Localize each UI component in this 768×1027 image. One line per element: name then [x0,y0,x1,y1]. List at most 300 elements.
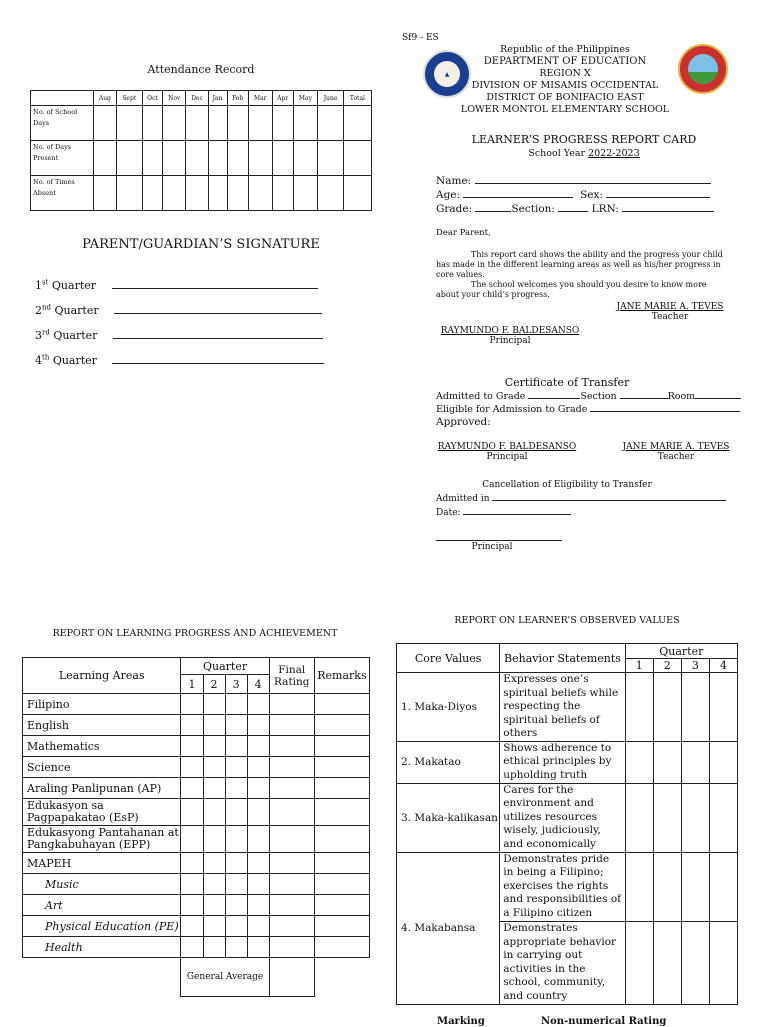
admitted-in-row [436,492,726,506]
division-text: DIVISION OF MISAMIS OCCIDENTAL [471,80,659,91]
values-quarter-number: 4 [709,659,737,673]
rating-cell[interactable] [709,741,737,783]
month-header: June [318,91,344,106]
date-field[interactable] [463,506,571,515]
final-rating-cell[interactable] [269,799,314,826]
grade-cell[interactable] [203,757,225,778]
date-row [436,506,726,520]
attendance-cell[interactable] [272,106,293,141]
final-rating-cell[interactable] [269,715,314,736]
attendance-cell[interactable] [293,176,318,211]
behavior-statement: Demonstrates appropriate behavior in carrying out activities in the school, community, and country [500,921,625,1004]
mapeh-sub-area: Art [23,895,181,916]
grade-cell[interactable] [247,916,269,937]
rating-cell[interactable] [653,921,681,1004]
grade-cell[interactable] [225,937,247,958]
table-row [23,694,370,715]
attendance-cell[interactable] [163,141,186,176]
grade-cell[interactable] [181,853,203,874]
remarks-cell[interactable] [314,694,369,715]
grade-cell[interactable] [203,694,225,715]
attendance-cell[interactable] [293,106,318,141]
rating-cell[interactable] [709,783,737,852]
seal-inner: ▲ [434,61,460,87]
rating-cell[interactable] [709,673,737,742]
quarter-number-header: 4 [247,675,269,694]
grade-cell[interactable] [203,799,225,826]
eligible-field[interactable] [590,403,740,412]
attendance-cell[interactable] [272,176,293,211]
attendance-cell[interactable] [163,176,186,211]
grade-cell[interactable] [181,826,203,853]
grade-cell[interactable] [247,874,269,895]
table-row [23,937,370,958]
attendance-row [31,176,372,211]
month-header: Jan [208,91,227,106]
republic-text: Republic of the Philippines [500,44,630,55]
transfer-teacher-name: JANE MARIE A. TEVES [622,442,730,452]
month-header: Total [343,91,371,106]
remarks-cell[interactable] [314,874,369,895]
sex-label: Sex: [580,189,607,201]
principal-title: Principal [489,336,531,346]
attendance-cell[interactable] [208,141,227,176]
rating-cell[interactable] [681,741,709,783]
school-header [460,44,670,116]
attendance-cell[interactable] [227,176,248,211]
name-field[interactable] [475,174,711,184]
signature-line[interactable] [114,303,322,314]
attendance-cell[interactable] [94,176,117,211]
final-rating-cell[interactable] [269,853,314,874]
quarter-number: 4 [35,354,42,367]
principal-name: RAYMUNDO F. BALDESANSO [440,326,580,336]
grade-cell[interactable] [247,937,269,958]
grade-cell[interactable] [181,799,203,826]
learning-title: REPORT ON LEARNING PROGRESS AND ACHIEVEMENT [52,628,338,639]
remarks-cell[interactable] [314,853,369,874]
general-average-label: General Average [181,958,269,997]
attendance-cell[interactable] [318,106,344,141]
attendance-cell[interactable] [142,176,162,211]
attendance-cell[interactable] [116,106,142,141]
attendance-corner-cell [31,91,94,106]
final-rating-header: Final Rating [269,658,314,694]
table-row [23,874,370,895]
table-row [397,852,738,921]
attendance-cell[interactable] [186,176,208,211]
remarks-cell[interactable] [314,916,369,937]
grade-cell[interactable] [181,895,203,916]
section-label: Section: [511,203,559,215]
learning-area: Edukasyong Pantahanan at Pangkabuhayan (EPP) [23,826,181,853]
attendance-row-label: No. of School Days [31,106,94,141]
school-year-value: 2022-2023 [588,148,640,159]
quarter-signature-line [35,303,322,317]
values-quarter-number: 2 [653,659,681,673]
table-row [23,778,370,799]
grade-cell[interactable] [181,778,203,799]
attendance-cell[interactable] [142,141,162,176]
school-name: LOWER MONTOL ELEMENTARY SCHOOL [460,104,670,115]
attendance-cell[interactable] [142,106,162,141]
attendance-cell[interactable] [248,176,272,211]
quarter-suffix: st [42,278,49,287]
transfer-section-field[interactable] [620,390,668,399]
learning-area: Science [23,757,181,778]
cancellation-signature-line[interactable] [436,531,562,541]
attendance-cell[interactable] [227,141,248,176]
letter-paragraph-1: This report card shows the ability and the progress your child has made in the different learning areas as well as his/her progress in core values. [436,250,723,279]
month-header: Mar [248,91,272,106]
quarter-signature-line [35,278,318,292]
table-row [23,736,370,757]
table-row [23,757,370,778]
transfer-principal-title: Principal [486,452,528,462]
grade-cell[interactable] [247,853,269,874]
room-label: Room [667,391,696,402]
learning-area: Edukasyon sa Pagpapakatao (EsP) [23,799,181,826]
attendance-cell[interactable] [186,141,208,176]
grade-cell[interactable] [247,757,269,778]
quarter-signature-line [35,353,324,367]
attendance-row-label: No. of Times Absent [31,176,94,211]
division-seal-logo [678,44,728,94]
mapeh-sub-area: Music [23,874,181,895]
teacher-name: JANE MARIE A. TEVES [616,302,724,312]
grade-cell[interactable] [203,778,225,799]
table-row [23,715,370,736]
grade-cell[interactable] [225,757,247,778]
grade-cell[interactable] [225,826,247,853]
table-row [397,741,738,783]
admitted-grade-label: Admitted to Grade [436,391,529,402]
quarter-number-header: 1 [181,675,203,694]
name-row [436,174,714,188]
quarter-number: 1 [35,279,42,292]
quarter-number: 2 [35,304,42,317]
quarter-suffix: rd [42,328,50,337]
grade-cell[interactable] [225,778,247,799]
rating-cell[interactable] [681,673,709,742]
values-title: REPORT ON LEARNER’S OBSERVED VALUES [454,615,680,626]
values-table [396,643,738,1005]
final-rating-cell[interactable] [269,874,314,895]
rating-cell[interactable] [709,921,737,1004]
grade-cell[interactable] [225,715,247,736]
month-header: May [293,91,318,106]
quarter-label: Quarter [52,354,97,367]
grade-cell[interactable] [181,874,203,895]
admitted-in-field[interactable] [492,492,726,501]
remarks-cell[interactable] [314,757,369,778]
rating-cell[interactable] [653,673,681,742]
behavior-statement: Expresses one’s spiritual beliefs while respecting the spiritual beliefs of others [500,673,625,742]
core-value: 3. Maka-kalikasan [397,783,500,852]
age-field[interactable] [463,188,573,198]
rating-cell[interactable] [681,783,709,852]
final-rating-cell[interactable] [269,895,314,916]
attendance-cell[interactable] [208,106,227,141]
grade-cell[interactable] [247,694,269,715]
school-year [434,148,734,159]
learning-header-row [23,658,370,675]
grade-cell[interactable] [225,895,247,916]
grade-cell[interactable] [203,916,225,937]
core-value: 4. Makabansa [397,852,500,1004]
attendance-cell[interactable] [343,141,371,176]
attendance-cell[interactable] [116,176,142,211]
attendance-cell[interactable] [248,141,272,176]
quarter-label: Quarter [54,304,99,317]
age-sex-row [436,188,714,202]
non-numerical-rating-header: Non-numerical Rating [541,1016,667,1027]
values-header-row [397,644,738,659]
table-row [397,673,738,742]
learning-area: English [23,715,181,736]
grade-cell[interactable] [203,853,225,874]
month-header: Dec [186,91,208,106]
attendance-cell[interactable] [272,141,293,176]
learner-info [436,174,714,216]
quarter-number-header: 3 [225,675,247,694]
grade-cell[interactable] [203,736,225,757]
remarks-cell[interactable] [314,736,369,757]
attendance-cell[interactable] [227,106,248,141]
grade-cell[interactable] [203,937,225,958]
grade-cell[interactable] [181,736,203,757]
rating-cell[interactable] [681,921,709,1004]
grade-cell[interactable] [247,826,269,853]
transfer-principal-name: RAYMUNDO F. BALDESANSO [437,442,577,452]
rating-cell[interactable] [625,852,653,921]
mapeh-sub-area: Physical Education (PE) [23,916,181,937]
final-rating-cell[interactable] [269,736,314,757]
attendance-table [30,90,372,211]
eligible-row [436,403,741,416]
grade-cell[interactable] [181,916,203,937]
learning-area: Filipino [23,694,181,715]
attendance-cell[interactable] [94,106,117,141]
attendance-cell[interactable] [318,176,344,211]
mapeh-sub-area: Health [23,937,181,958]
grade-label: Grade: [436,203,476,215]
final-rating-cell[interactable] [269,916,314,937]
name-label: Name: [436,175,475,187]
admitted-grade-field[interactable] [528,390,580,399]
approved-label: Approved: [436,416,491,428]
teacher-title: Teacher [651,312,689,322]
attendance-cell[interactable] [293,141,318,176]
rating-cell[interactable] [653,783,681,852]
grade-cell[interactable] [203,715,225,736]
rating-cell[interactable] [625,783,653,852]
attendance-cell[interactable] [186,106,208,141]
rating-cell[interactable] [709,852,737,921]
grade-cell[interactable] [247,736,269,757]
table-row [23,895,370,916]
dear-parent: Dear Parent, [436,228,491,238]
behavior-statement: Demonstrates pride in being a Filipino; exercises the rights and responsibilities of a Filipino citizen [500,852,625,921]
grade-cell[interactable] [247,799,269,826]
learning-area: Araling Panlipunan (AP) [23,778,181,799]
principal-signature [436,326,584,346]
seal-inner-landscape [688,54,718,84]
quarter-suffix: nd [42,303,51,312]
remarks-header: Remarks [314,658,369,694]
core-values-header: Core Values [397,644,500,673]
attendance-cell[interactable] [116,141,142,176]
month-header: Sept [116,91,142,106]
transfer-fields [436,390,741,429]
grade-cell[interactable] [225,736,247,757]
remarks-cell[interactable] [314,799,369,826]
grade-cell[interactable] [225,916,247,937]
attendance-cell[interactable] [163,106,186,141]
month-header: Oct [142,91,162,106]
form-code: Sf9 - ES [402,33,439,43]
behavior-statement: Shows adherence to ethical principles by upholding truth [500,741,625,783]
behavior-statements-header: Behavior Statements [500,644,625,673]
grade-cell[interactable] [203,895,225,916]
attendance-cell[interactable] [94,141,117,176]
rating-cell[interactable] [653,741,681,783]
lrn-label: LRN: [591,203,623,215]
quarter-label: Quarter [53,329,98,342]
lrn-field[interactable] [622,202,714,212]
signature-line[interactable] [113,328,323,339]
region-text: REGION X [539,68,591,79]
signature-line[interactable] [112,353,324,364]
grade-cell[interactable] [181,694,203,715]
values-quarter-number: 3 [681,659,709,673]
values-quarter-number: 1 [625,659,653,673]
behavior-statement: Cares for the environment and utilizes resources wisely, judiciously, and economically [500,783,625,852]
rating-cell[interactable] [625,673,653,742]
quarter-signature-line [35,328,323,342]
department-text: DEPARTMENT OF EDUCATION [483,56,647,67]
quarter-header: Quarter [181,658,269,675]
final-rating-cell[interactable] [269,826,314,853]
core-value: 1. Maka-Diyos [397,673,500,742]
letter-paragraph-2: The school welcomes you should you desire to know more about your child’s progress. [436,280,707,299]
rating-cell[interactable] [681,852,709,921]
learning-areas-header: Learning Areas [23,658,181,694]
report-card-title: LEARNER’S PROGRESS REPORT CARD [471,133,697,146]
school-year-label: School Year [528,148,589,159]
transfer-teacher-signature [618,442,734,462]
admitted-in-label: Admitted in [436,494,493,504]
remarks-cell[interactable] [314,715,369,736]
attendance-cell[interactable] [343,106,371,141]
grade-row [436,202,714,216]
remarks-cell[interactable] [314,895,369,916]
transfer-teacher-title: Teacher [657,452,695,462]
month-header: Aug [94,91,117,106]
learning-table [22,657,370,997]
cancellation-fields [436,492,726,520]
remarks-cell[interactable] [314,937,369,958]
district-text: DISTRICT OF BONIFACIO EAST [486,92,644,103]
values-quarter-header: Quarter [625,644,737,659]
grade-cell[interactable] [225,694,247,715]
remarks-cell[interactable] [314,778,369,799]
grade-cell[interactable] [203,826,225,853]
cancellation-principal-title: Principal [471,542,513,552]
grade-field[interactable] [475,202,511,212]
grade-cell[interactable] [225,874,247,895]
remarks-cell[interactable] [314,826,369,853]
month-header: Nov [163,91,186,106]
general-average-row [23,958,370,997]
section-field[interactable] [558,202,588,212]
general-average-cell[interactable] [269,958,314,997]
grade-cell[interactable] [247,895,269,916]
final-rating-cell[interactable] [269,757,314,778]
grade-cell[interactable] [181,937,203,958]
attendance-row [31,106,372,141]
sex-field[interactable] [606,188,710,198]
quarter-number-header: 2 [203,675,225,694]
rating-cell[interactable] [625,921,653,1004]
grade-cell[interactable] [203,874,225,895]
grade-cell[interactable] [225,853,247,874]
final-rating-cell[interactable] [269,778,314,799]
learning-area: MAPEH [23,853,181,874]
table-row [397,783,738,852]
core-value: 2. Makatao [397,741,500,783]
rating-cell[interactable] [625,741,653,783]
attendance-cell[interactable] [318,141,344,176]
attendance-header-row [31,91,372,106]
table-row [23,826,370,853]
cancellation-title: Cancellation of Eligibility to Transfer [482,480,652,490]
marking-header: Marking [437,1016,485,1027]
transfer-title: Certificate of Transfer [504,376,630,389]
quarter-suffix: th [42,353,50,362]
learning-area: Mathematics [23,736,181,757]
final-rating-cell[interactable] [269,694,314,715]
signature-line[interactable] [112,278,318,289]
admitted-grade-row [436,390,741,403]
final-rating-cell[interactable] [269,937,314,958]
quarter-label: Quarter [51,279,97,292]
teacher-signature [606,302,734,322]
date-label: Date: [436,508,464,518]
attendance-row-label: No. of Days Present [31,141,94,176]
room-field[interactable] [695,390,741,399]
grade-cell[interactable] [225,799,247,826]
rating-cell[interactable] [653,852,681,921]
section-label: Section [580,391,620,402]
attendance-cell[interactable] [343,176,371,211]
table-row [23,916,370,937]
transfer-principal-signature [436,442,578,462]
parent-signature-title: PARENT/GUARDIAN’S SIGNATURE [82,237,320,252]
grade-cell[interactable] [247,778,269,799]
month-header: Feb [227,91,248,106]
grade-cell[interactable] [181,757,203,778]
attendance-title: Attendance Record [147,63,255,76]
attendance-cell[interactable] [208,176,227,211]
quarter-number: 3 [35,329,42,342]
month-header: Apr [272,91,293,106]
table-row [23,853,370,874]
attendance-cell[interactable] [248,106,272,141]
grade-cell[interactable] [247,715,269,736]
eligible-label: Eligible for Admission to Grade [436,404,591,415]
grade-cell[interactable] [181,715,203,736]
